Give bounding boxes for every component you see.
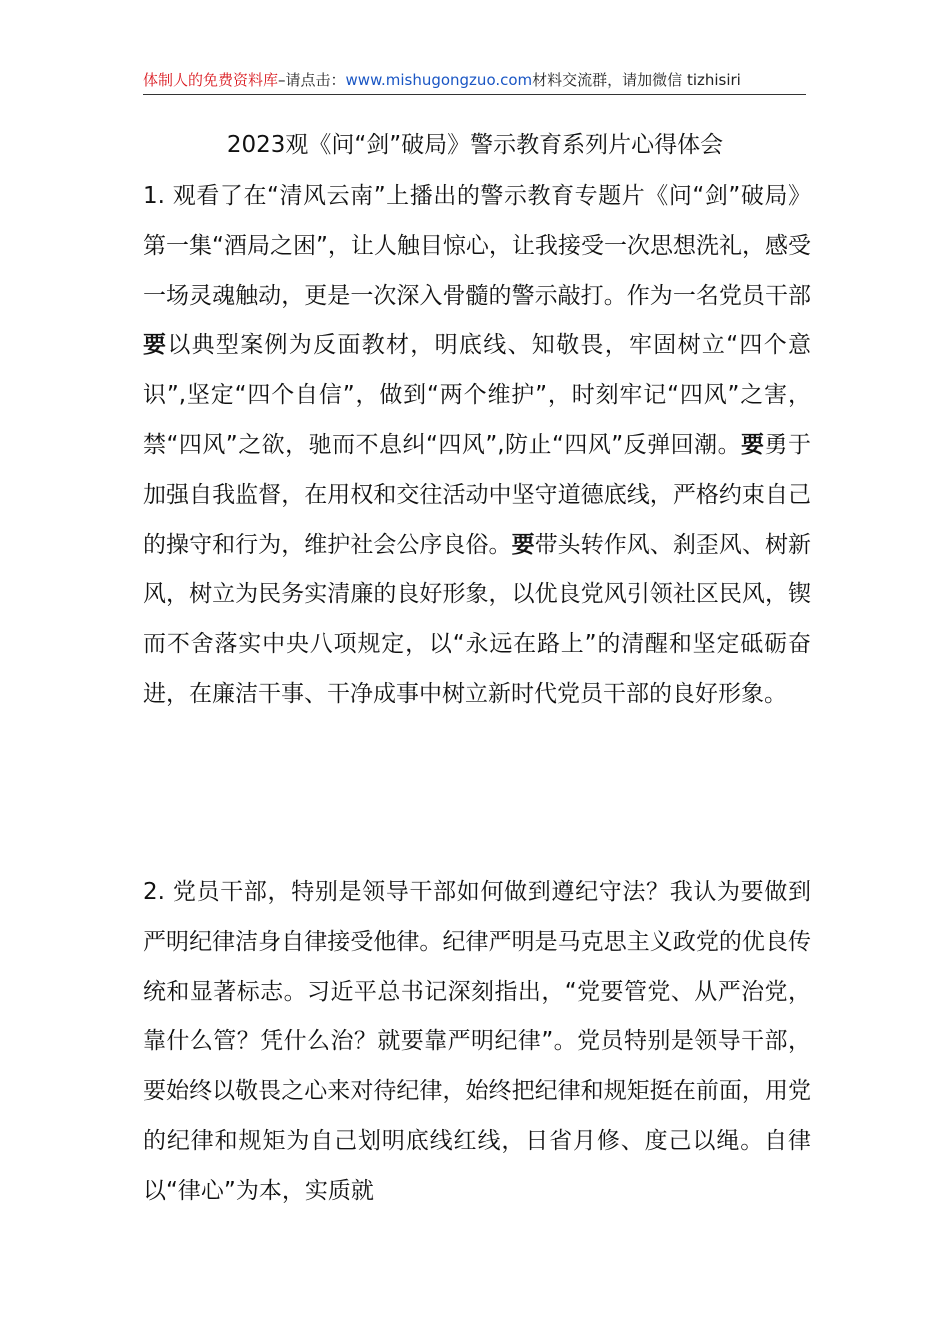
paragraph-1-emphasis: 要: [741, 431, 765, 458]
document-title: 2023观《问“剑”破局》警示教育系列片心得体会: [226, 132, 724, 158]
paragraph-1-text: 勇于加强自我监督，在用权和交往活动中坚守道德底线，严格约束自己的操守和行为，维护社会公序良俗。: [143, 431, 812, 558]
header-brand: 体制人的免费资料库: [143, 71, 279, 89]
header-url-link[interactable]: www.mishugongzuo.com: [345, 71, 533, 89]
paragraph-1-emphasis: 要: [143, 332, 168, 359]
header-contact-note: 材料交流群，请加微信 tizhisiri: [532, 71, 741, 89]
paragraph-1-emphasis: 要: [511, 531, 535, 558]
paragraph-2: 2. 党员干部，特别是领导干部如何做到遵纪守法？我认为要做到严明纪律洁身自律接受他律。纪律严明是马克思主义政党的优良传统和显著标志。习近平总书记深刻指出，“党要管党、从严治党，靠什么管？凭什么治？就要靠严明纪律”。党员特别是领导干部，要始终以敬畏之心来对待纪律，始终把纪律和规矩挺在前面，用党的纪律和规矩为自己划明底线红线，日省月修、度己以绳。自律以“律心”为本，实质就: [143, 879, 811, 1204]
paragraph-1-text: 以典型案例为反面教材，明底线、知敬畏，牢固树立“四个意识”,坚定“四个自信”，做到“两个维护”，时刻牢记“四风”之害，禁“四风”之欲，驰而不息纠“四风”,防止“四风”反弹回潮。: [143, 332, 812, 458]
paragraph-1: [143, 172, 811, 720]
paragraph-1-text: 带头转作风、刹歪风、树新风，树立为民务实清廉的良好形象，以优良党风引领社区民风，锲而不舍落实中央八项规定，以“永远在路上”的清醒和坚定砥砺奋进，在廉洁干事、干净成事中树立新时代党员干部的良好形象。: [143, 531, 812, 707]
header-prompt: –请点击：: [278, 71, 346, 89]
paragraph-1-text: 1. 观看了在“清风云南”上播出的警示教育专题片《问“剑”破局》第一集“酒局之困”，让人触目惊心，让我接受一次思想洗礼，感受一场灵魂触动，更是一次深入骨髓的警示敲打。作为一名党员干部: [143, 183, 811, 309]
page-header: [143, 68, 806, 95]
